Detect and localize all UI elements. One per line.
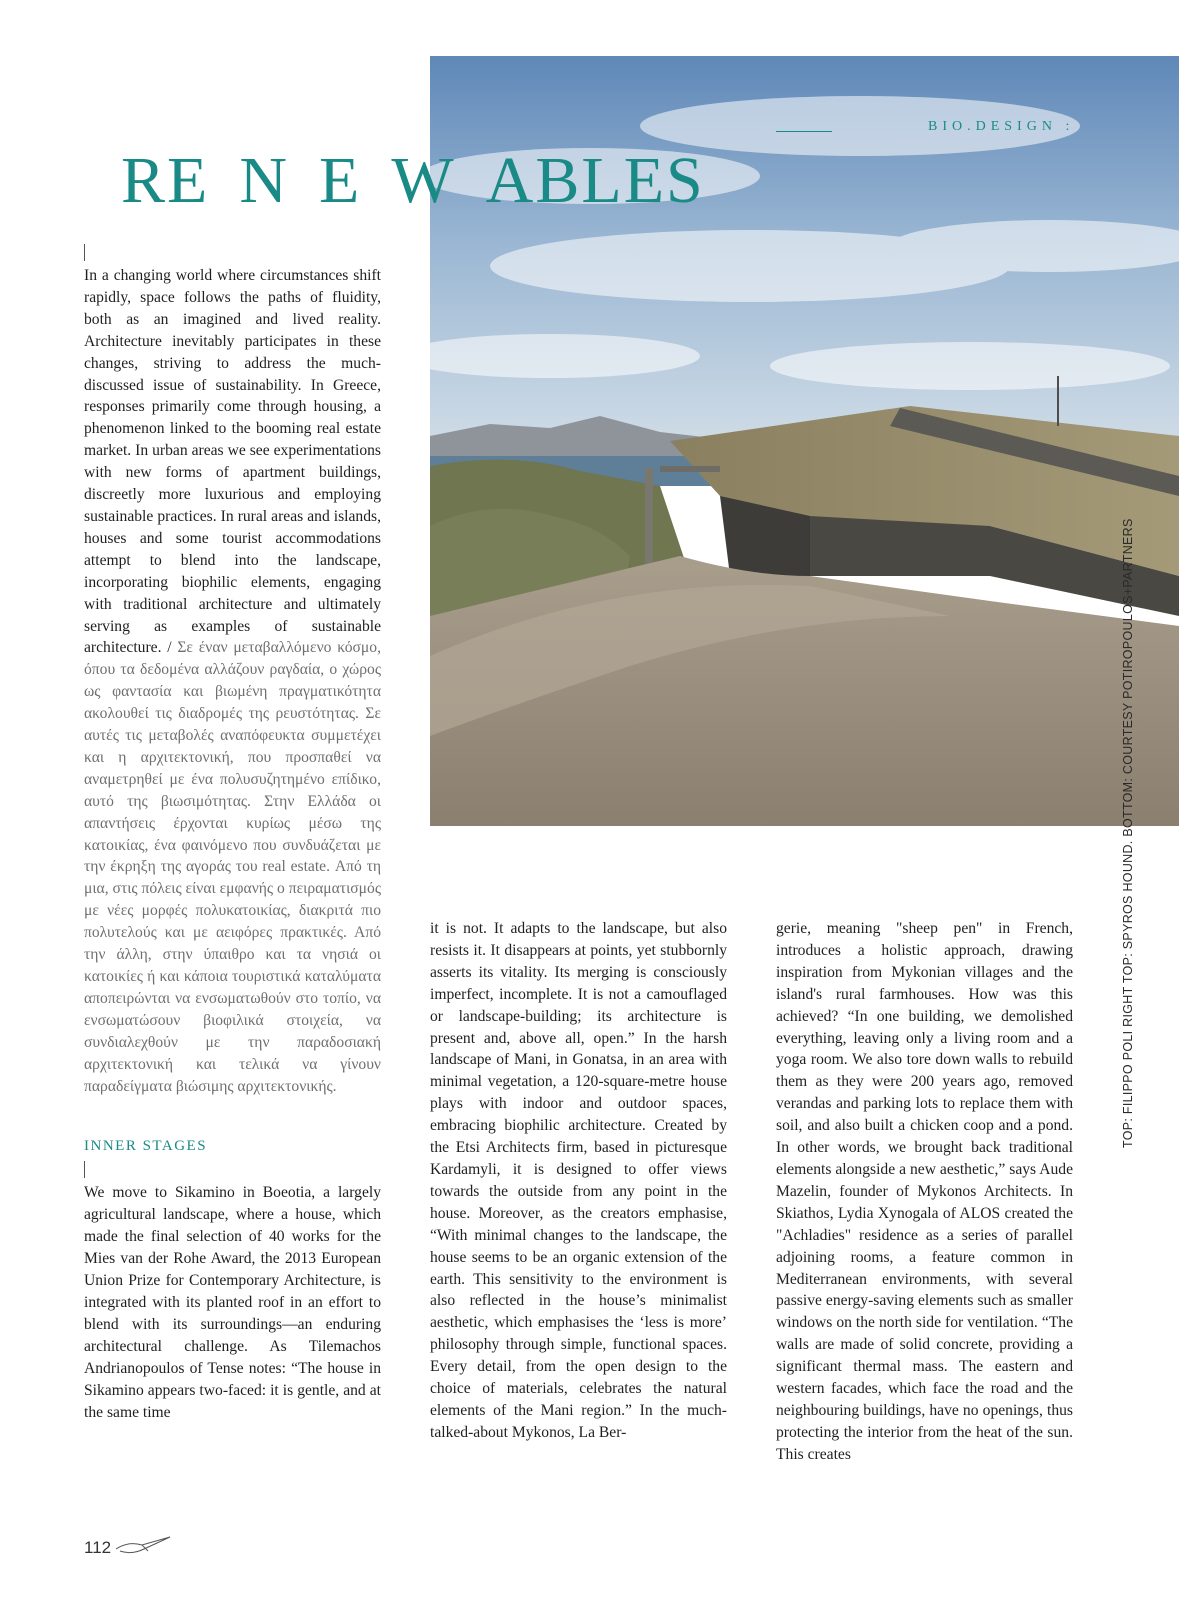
photo-credit: TOP: FILIPPO POLI RIGHT TOP: SPYROS HOUND. BOTTOM: COURTESY POTIROPOULOS+PARTNERS [1121, 518, 1135, 1148]
page-number: 112 [84, 1538, 112, 1557]
intro-paragraph [84, 265, 381, 1097]
title-space [361, 148, 391, 214]
title-letter: N [239, 144, 290, 217]
title-letter: S [666, 144, 705, 217]
paper-plane-logo [114, 1535, 172, 1557]
title-letter: R [121, 144, 168, 217]
intro-greek: Σε έναν μεταβαλλόμενο κόσμο, όπου τα δεδομένα αλλάζουν ραγδαία, ο χώρος ως φαντασία και βιωμένη πραγματικότητα ακολουθεί τις διαδρομές της ρευστότητας. Σε αυτές τις μεταβολές αναπόφευκτα συμμετέχει και η αρχιτεκτονική, που προσπαθεί να αναμετρηθεί με ένα πολυσυζητημένο επίδικο, αυτό της βιωσιμότητας. Στην Ελλάδα οι απαντήσεις έρχονται κυρίως μέσω της κατοικίας, ένα φαινόμενο που συνδυάζεται με την έκρηξη της αγοράς του real estate. Από τη μια, στις πόλεις είναι εμφανής ο πειραματισμός με νέες μορφές πολυκατοικίας, διακριτά πιο πολυτελούς και με αειφόρες πρακτικές. Από την άλλη, στην ύπαιθρο και τα νησιά οι κατοικίες ή και κάποια τουριστικά καταλύματα αποπειρώνται να ενσωματωθούν στο τοπίο, να ενσωματώσουν βιοφιλικά στοιχεία, να συνδιαλεχθούν με την παραδοσιακή αρχιτεκτονική και τελικά να γίνουν παραδείγματα βιώσιμης αρχιτεκτονικής. [84, 639, 381, 1095]
column-bar [84, 244, 85, 261]
body-paragraph: gerie, meaning "sheep pen" in French, introduces a holistic approach, drawing inspiration from Mykonian villages and the island's rural farmhouses. How was this achieved? “In one building, we demolished everything, leaving only a living room and a yoga room. We also tore down walls to rebuild them as they were 200 years ago, removed verandas and parking lots to replace them with soil, and also built a chicken coop and a pond. In other words, we brought back traditional elements alongside a new aesthetic,” says Aude Mazelin, founder of Mykonos Architects. In Skiathos, Lydia Xynogala of ALOS created the "Achladies" residence as a series of parallel adjoining rooms, a feature common in Mediterranean environments, with several passive energy-saving elements such as smaller windows on the north side for ventilation. “The walls are made of solid concrete, providing a significant thermal mass. The eastern and western facades, which face the road and the neighbouring buildings, have no openings, thus protecting the interior from the heat of the sun. This creates [776, 920, 1073, 1463]
section-tag: BIO.DESIGN : [928, 119, 1075, 134]
title-letter: E [167, 144, 210, 217]
title-letter: L [581, 144, 624, 217]
title-letter: E [319, 144, 362, 217]
section-rule [776, 131, 832, 132]
title-letter: B [535, 144, 582, 217]
column-left [84, 244, 381, 1423]
body-paragraph: it is not. It adapts to the landscape, but also resists it. It disappears at points, yet stubbornly asserts its vitality. Its merging is consciously imperfect, incomplete. It is not a camouflaged or landscape-building; its architecture is present and, above all, open.” In the harsh landscape of Mani, in Gonatsa, in an area with minimal vegetation, a 120-square-metre house plays with indoor and outdoor spaces, embracing biophilic architecture. Created by the Etsi Architects firm, based in picturesque Kardamyli, it is designed to offer views towards the outside from any point in the house. Moreover, as the creators emphasise, “With minimal changes to the landscape, the house seems to be an organic extension of the earth. This sensitivity to the environment is also reflected in the house’s minimalist aesthetic, which emphasises the ‘less is more’ philosophy through simple, functional spaces. Every detail, from the open design to the choice of materials, celebrates the natural elements of the Mani region.” In the much-talked-about Mykonos, La Ber- [430, 920, 727, 1441]
title-letter: E [623, 144, 667, 217]
column-right [776, 918, 1073, 1466]
subheading-inner-stages: INNER STAGES [84, 1138, 208, 1155]
page-title [84, 82, 705, 217]
title-letter: W [391, 144, 456, 217]
column-bar [84, 1161, 85, 1178]
intro-english: In a changing world where circumstances shift rapidly, space follows the paths of fluidity, both as an imagined and lived reality. Architecture inevitably participates in these changes, striving to address the much-discussed issue of sustainability. In Greece, responses primarily come through housing, a phenomenon linked to the booming real estate market. In urban areas we see experimentations with new forms of apartment buildings, discreetly more luxurious and employing sustainable practices. In rural areas and islands, houses and some tourist accommodations attempt to blend into the landscape, incorporating biophilic elements, engaging with traditional architecture and ultimately serving as examples of sustainable architecture. / [84, 267, 381, 657]
column-middle [430, 918, 727, 1444]
body-paragraph: We move to Sikamino in Boeotia, a largely agricultural landscape, where a house, which made the final selection of 40 works for the Mies van der Rohe Award, the 2013 European Union Prize for Contemporary Architecture, is integrated with its planted roof in an effort to blend with its surroundings—an enduring architectural challenge. As Tilemachos Andrianopoulos of Tense notes: “The house in Sikamino appears two-faced: it is gentle, and at the same time [84, 1184, 381, 1421]
title-letter: A [485, 144, 536, 217]
title-space [456, 148, 486, 214]
title-space [289, 148, 319, 214]
title-space [209, 148, 239, 214]
